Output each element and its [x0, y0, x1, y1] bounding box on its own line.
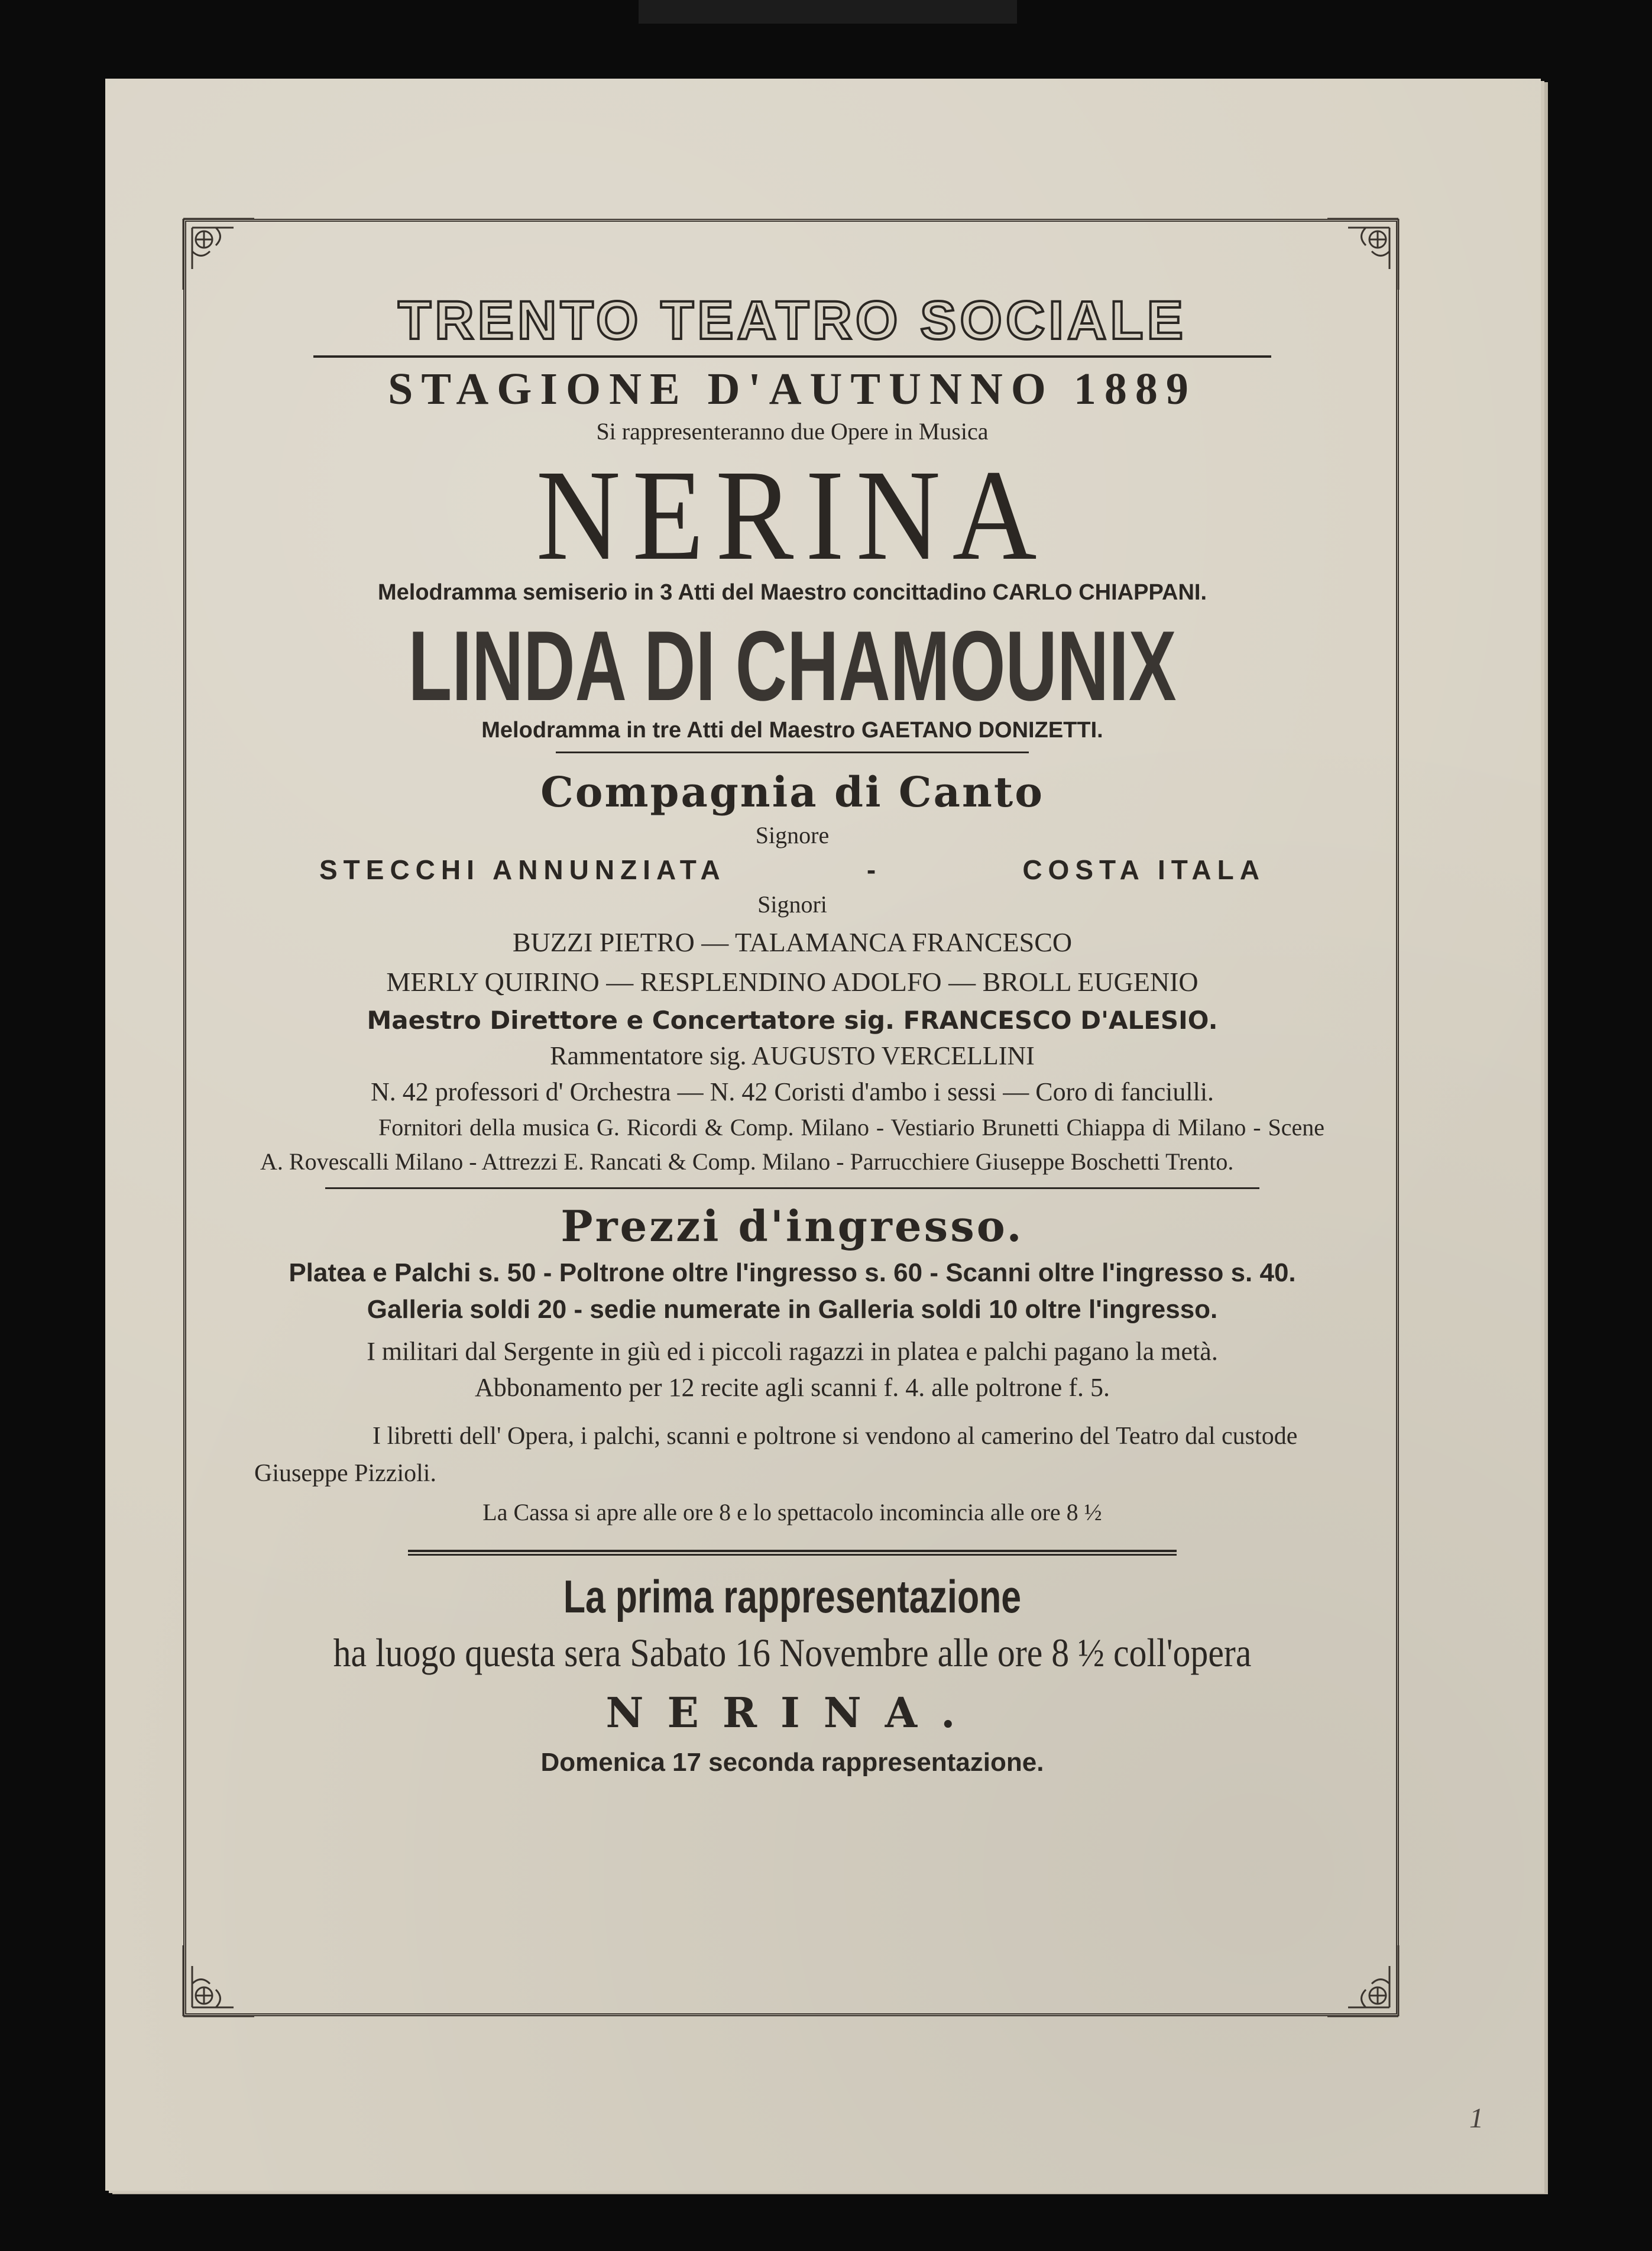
military-note: I militari dal Sergente in giù ed i piccoli ragazzi in platea e palchi pagano la metà. [367, 1337, 1218, 1366]
men-names: MERLY QUIRINO — RESPLENDINO ADOLFO — BROLL EUGENIO [386, 967, 1198, 997]
prices-heading: Prezzi d'ingresso. [561, 1201, 1024, 1252]
orchestra-line: N. 42 professori d' Orchestra — N. 42 Coristi d'ambo i sessi — Coro di fanciulli. [370, 1077, 1214, 1107]
corner-ornament-icon [180, 1942, 257, 2019]
price-line: Platea e Palchi s. 50 - Poltrone oltre l'ingresso s. 60 - Scanni oltre l'ingresso s. 40. [289, 1258, 1296, 1288]
gentlemen-label: Signori [757, 891, 827, 918]
subscription-note: Abbonamento per 12 recite agli scanni f. 4. alle poltrone f. 5. [475, 1373, 1110, 1403]
suppliers-text: Fornitori della musica G. Ricordi & Comp. Milano - Vestiario Brunetti Chiappa di Milano - Scene A. Rovescalli Milano - Attrezzi E. Rancati & Comp. Milano - Parrucchiere Giuseppe Boschetti Trento. [260, 1114, 1324, 1175]
premiere-heading: La prima rappresentazione [563, 1570, 1022, 1623]
ladies-label: Signore [755, 822, 830, 849]
director-line: Maestro Direttore e Concertatore sig. FRANCESCO D'ALESIO. [367, 1006, 1218, 1035]
opera1-title: NERINA [536, 443, 1049, 587]
poster-content [231, 278, 1354, 1777]
second-performance: Domenica 17 seconda rappresentazione. [540, 1748, 1044, 1777]
libretti-text: I libretti dell' Opera, i palchi, scanni e poltrone si vendono al camerino del Teatro dal custode Giuseppe Pizzioli. [254, 1423, 1298, 1488]
double-divider [408, 1550, 1177, 1556]
cassa-note: La Cassa si apre alle ore 8 e lo spettacolo incomincia alle ore 8 ½ [482, 1499, 1102, 1526]
separator: - [866, 854, 882, 886]
lady-name: STECCHI ANNUNZIATA [319, 854, 726, 886]
premiere-opera: NERINA. [605, 1688, 979, 1738]
opera2-title: LINDA DI CHAMOUNIX [408, 610, 1177, 721]
premiere-when: ha luogo questa sera Sabato 16 Novembre alle ore 8 ½ coll'opera [333, 1630, 1252, 1676]
intro-text: Si rappresenteranno due Opere in Musica [596, 418, 989, 445]
prompter-line: Rammentatore sig. AUGUSTO VERCELLINI [550, 1041, 1035, 1071]
lady-name: COSTA ITALA [1022, 854, 1265, 886]
price-line: Galleria soldi 20 - sedie numerate in Galleria soldi 10 oltre l'ingresso. [367, 1295, 1218, 1324]
suppliers-paragraph [260, 1110, 1324, 1179]
ladies-row [319, 854, 1265, 886]
page-number: 1 [1469, 2103, 1483, 2134]
libretti-paragraph [254, 1418, 1330, 1492]
top-edge-strip [639, 0, 1017, 24]
opera1-description: Melodramma semiserio in 3 Atti del Maestro concittadino CARLO CHIAPPANI. [377, 580, 1207, 605]
men-names: BUZZI PIETRO — TALAMANCA FRANCESCO [512, 927, 1073, 958]
divider [325, 1187, 1259, 1189]
theatre-title: TRENTO TEATRO SOCIALE [313, 290, 1271, 358]
company-heading: Compagnia di Canto [540, 767, 1044, 817]
divider [556, 752, 1029, 753]
corner-ornament-icon [1324, 1942, 1401, 2019]
season-title: STAGIONE D'AUTUNNO 1889 [388, 364, 1197, 414]
opera2-description: Melodramma in tre Atti del Maestro GAETANO DONIZETTI. [481, 718, 1103, 743]
